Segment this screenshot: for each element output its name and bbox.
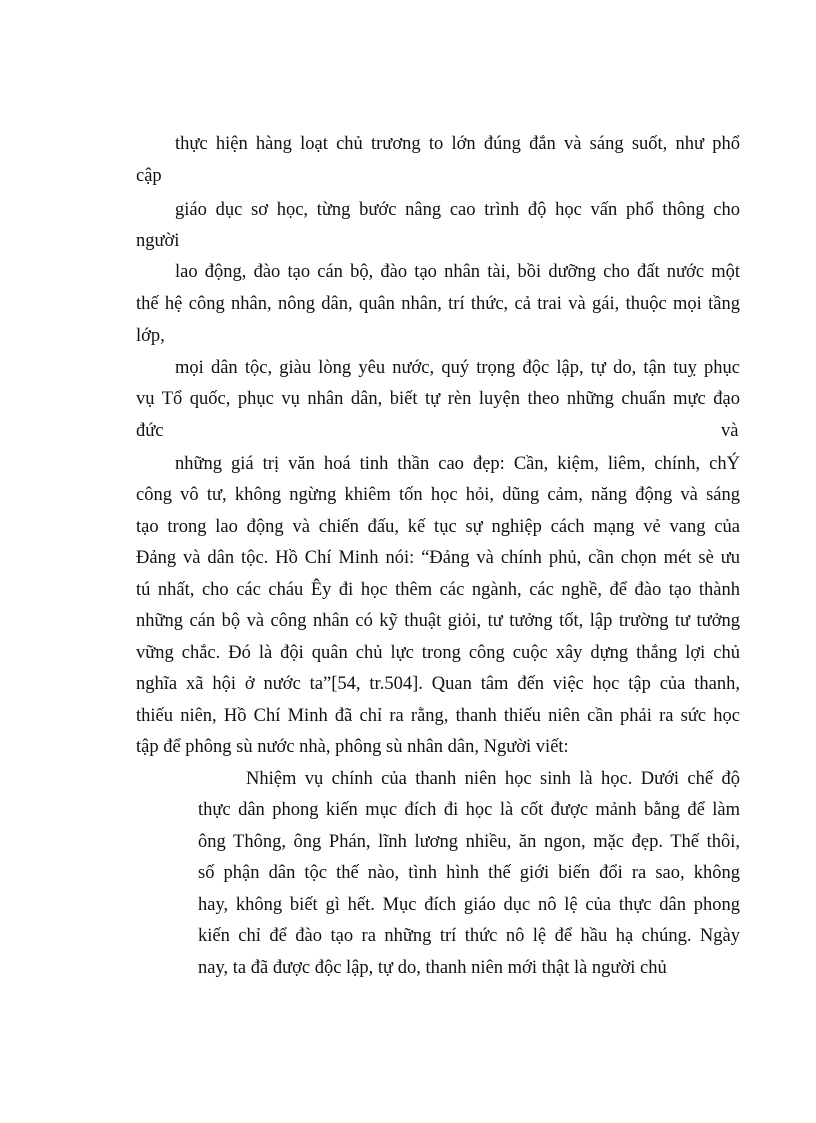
quote-line-1: Nhiệm vụ chính của thanh niên học sinh là học. Dưới chế độ bbox=[246, 769, 740, 789]
body-line-15: Đảng và dân tộc. Hồ Chí Minh nói: “Đảng và chính phủ, cần chọn mét sè ưu bbox=[136, 548, 740, 568]
body-line-8: mọi dân tộc, giàu lòng yêu nước, quý trọng độc lập, tự do, tận tuỵ phục bbox=[175, 358, 740, 378]
body-line-11: và bbox=[721, 421, 739, 441]
body-line-19: nghĩa xã hội ở nước ta”[54, tr.504]. Quan tâm đến việc học tập của thanh, bbox=[136, 674, 740, 694]
body-line-21: tập để phông sù nước nhà, phông sù nhân dân, Người viết: bbox=[136, 737, 569, 757]
quote-line-7: nay, ta đã được độc lập, tự do, thanh niên mới thật là người chủ bbox=[198, 958, 667, 978]
body-line-7: lớp, bbox=[136, 326, 165, 346]
body-line-14: tạo trong lao động và chiến đấu, kế tục sự nghiệp cách mạng vẻ vang của bbox=[136, 517, 740, 537]
body-line-6: thế hệ công nhân, nông dân, quân nhân, trí thức, cả trai và gái, thuộc mọi tầng bbox=[136, 294, 740, 314]
body-line-20: thiếu niên, Hồ Chí Minh đã chỉ ra rằng, thanh thiếu niên cần phải ra sức học bbox=[136, 706, 740, 726]
quote-line-2: thực dân phong kiến mục đích đi học là cốt được mảnh bằng để làm bbox=[198, 800, 740, 820]
body-line-2: cập bbox=[136, 166, 162, 186]
body-line-5: lao động, đào tạo cán bộ, đào tạo nhân tài, bồi dưỡng cho đất nước một bbox=[175, 262, 740, 282]
body-line-13: công vô tư, không ngừng khiêm tốn học hỏi, dũng cảm, năng động và sáng bbox=[136, 485, 740, 505]
body-line-10: đức bbox=[136, 421, 164, 441]
body-line-3: giáo dục sơ học, từng bước nâng cao trình độ học vấn phổ thông cho bbox=[175, 200, 740, 220]
body-line-16: tú nhất, cho các cháu Êy đi học thêm các ngành, các nghề, để đào tạo thành bbox=[136, 580, 740, 600]
body-line-4: người bbox=[136, 231, 180, 251]
body-line-17: những cán bộ và công nhân có kỹ thuật giỏi, tư tưởng tốt, lập trường tư tưởng bbox=[136, 611, 740, 631]
body-line-9: vụ Tổ quốc, phục vụ nhân dân, biết tự rèn luyện theo những chuẩn mực đạo bbox=[136, 389, 740, 409]
quote-line-4: số phận dân tộc thế nào, tình hình thế giới biến đổi ra sao, không bbox=[198, 863, 740, 883]
body-line-12: những giá trị văn hoá tinh thần cao đẹp: Cần, kiệm, liêm, chính, chÝ bbox=[175, 454, 740, 474]
quote-line-6: kiến chỉ để đào tạo ra những trí thức nô lệ để hầu hạ chúng. Ngày bbox=[198, 926, 740, 946]
body-line-18: vững chắc. Đó là đội quân chủ lực trong công cuộc xây dựng thắng lợi chủ bbox=[136, 643, 740, 663]
quote-line-5: hay, không biết gì hết. Mục đích giáo dục nô lệ của thực dân phong bbox=[198, 895, 740, 915]
quote-line-3: ông Thông, ông Phán, lĩnh lương nhiều, ăn ngon, mặc đẹp. Thế thôi, bbox=[198, 832, 740, 852]
body-line-1: thực hiện hàng loạt chủ trương to lớn đúng đắn và sáng suốt, như phổ bbox=[175, 134, 740, 154]
